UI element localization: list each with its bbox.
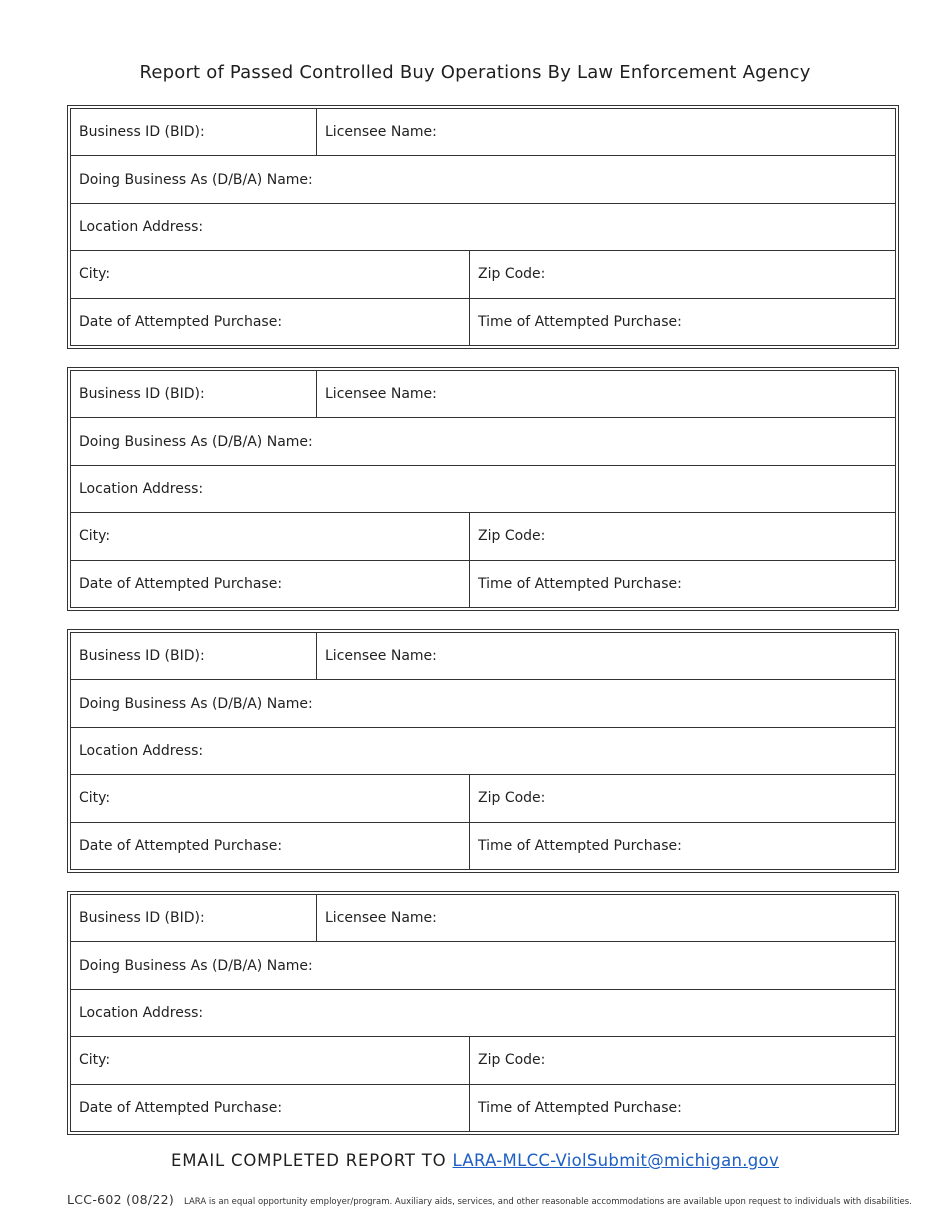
licensee-name-field[interactable]: Licensee Name: (316, 633, 895, 679)
row-city-zip (71, 1037, 895, 1084)
row-bid-licensee (71, 109, 895, 156)
record-block-3 (67, 629, 899, 873)
business-id-field[interactable]: Business ID (BID): (79, 386, 205, 403)
location-address-field[interactable]: Location Address: (79, 481, 204, 498)
zip-code-field[interactable]: Zip Code: (469, 1037, 895, 1083)
location-address-field[interactable]: Location Address: (79, 1005, 204, 1022)
dba-name-field[interactable]: Doing Business As (D/B/A) Name: (79, 695, 313, 712)
dba-name-field[interactable]: Doing Business As (D/B/A) Name: (79, 433, 313, 450)
licensee-name-field[interactable]: Licensee Name: (316, 895, 895, 941)
purchase-date-field[interactable]: Date of Attempted Purchase: (79, 313, 283, 330)
record-block-2 (67, 367, 899, 611)
purchase-date-field[interactable]: Date of Attempted Purchase: (79, 575, 283, 592)
dba-name-field[interactable]: Doing Business As (D/B/A) Name: (79, 957, 313, 974)
location-address-field[interactable]: Location Address: (79, 743, 204, 760)
zip-code-field[interactable]: Zip Code: (469, 513, 895, 559)
zip-code-field[interactable]: Zip Code: (469, 775, 895, 821)
purchase-date-field[interactable]: Date of Attempted Purchase: (79, 837, 283, 854)
email-instruction (0, 1151, 950, 1170)
row-bid-licensee (71, 371, 895, 418)
row-date-time (71, 299, 895, 345)
business-id-field[interactable]: Business ID (BID): (79, 124, 205, 141)
business-id-field[interactable]: Business ID (BID): (79, 910, 205, 927)
row-dba (71, 680, 895, 727)
row-city-zip (71, 775, 895, 822)
row-date-time (71, 823, 895, 869)
city-field[interactable]: City: (79, 1052, 111, 1069)
page-title: Report of Passed Controlled Buy Operations By Law Enforcement Agency (139, 62, 811, 83)
row-address (71, 990, 895, 1037)
record-block-1 (67, 105, 899, 349)
location-address-field[interactable]: Location Address: (79, 219, 204, 236)
row-date-time (71, 561, 895, 607)
purchase-time-field[interactable]: Time of Attempted Purchase: (469, 561, 895, 607)
city-field[interactable]: City: (79, 790, 111, 807)
zip-code-field[interactable]: Zip Code: (469, 251, 895, 297)
row-bid-licensee (71, 633, 895, 680)
row-address (71, 728, 895, 775)
form-code: LCC-602 (08/22) (67, 1192, 175, 1207)
dba-name-field[interactable]: Doing Business As (D/B/A) Name: (79, 171, 313, 188)
email-link[interactable]: LARA-MLCC-ViolSubmit@michigan.gov (452, 1151, 780, 1170)
business-id-field[interactable]: Business ID (BID): (79, 648, 205, 665)
licensee-name-field[interactable]: Licensee Name: (316, 371, 895, 417)
purchase-time-field[interactable]: Time of Attempted Purchase: (469, 1085, 895, 1131)
row-bid-licensee (71, 895, 895, 942)
row-dba (71, 156, 895, 203)
purchase-time-field[interactable]: Time of Attempted Purchase: (469, 299, 895, 345)
row-city-zip (71, 251, 895, 298)
row-dba (71, 418, 895, 465)
purchase-date-field[interactable]: Date of Attempted Purchase: (79, 1099, 283, 1116)
city-field[interactable]: City: (79, 528, 111, 545)
eeo-statement: LARA is an equal opportunity employer/program. Auxiliary aids, services, and other reasonable accommodations are available upon request to individuals with disabilities. (184, 1197, 912, 1207)
city-field[interactable]: City: (79, 266, 111, 283)
record-block-4 (67, 891, 899, 1135)
row-city-zip (71, 513, 895, 560)
email-instruction-label: EMAIL COMPLETED REPORT TO (170, 1151, 447, 1170)
row-date-time (71, 1085, 895, 1131)
purchase-time-field[interactable]: Time of Attempted Purchase: (469, 823, 895, 869)
row-dba (71, 942, 895, 989)
row-address (71, 204, 895, 251)
footer (67, 1192, 912, 1207)
licensee-name-field[interactable]: Licensee Name: (316, 109, 895, 155)
row-address (71, 466, 895, 513)
